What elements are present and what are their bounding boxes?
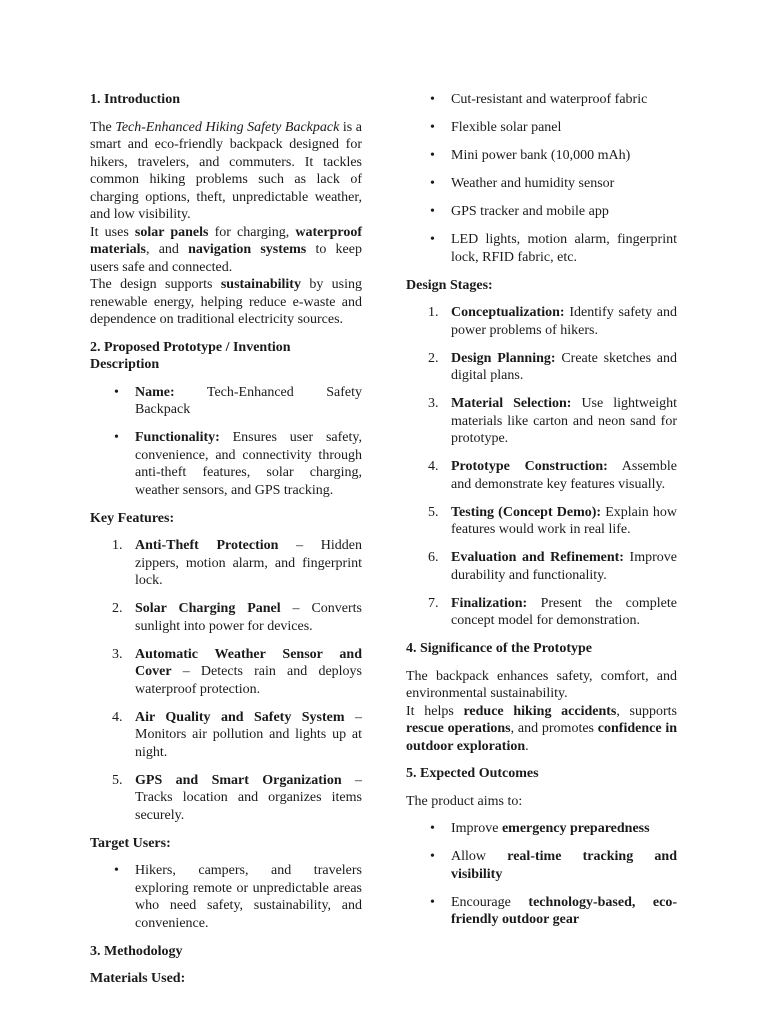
- list-item: 2. Design Planning: Create sketches and digital plans.: [428, 350, 677, 383]
- list-item: 6. Evaluation and Refinement: Improve durability and functionality.: [428, 550, 677, 583]
- list-item: 5. Testing (Concept Demo): Explain how features would work in real life.: [428, 504, 677, 537]
- section-heading-methodology: 3. Methodology: [90, 943, 183, 959]
- list-item: 4. Air Quality and Safety System – Monitors air pollution and lights up at night.: [112, 709, 363, 760]
- list-item: • Cut-resistant and waterproof fabric: [406, 91, 677, 109]
- section-heading-introduction: 1. Introduction: [90, 92, 180, 107]
- list-item: 4. Prototype Construction: Assemble and demonstrate key features visually.: [428, 459, 677, 492]
- list-item: • Hikers, campers, and travelers exploring remote or unpredictable areas who need safety, sustainability, and convenience.: [90, 862, 362, 932]
- list-item: 3. Material Selection: Use lightweight materials like carton and neon sand for prototype.: [428, 396, 677, 446]
- list-item: 1. Anti-Theft Protection – Hidden zippers, motion alarm, and fingerprint lock.: [112, 538, 362, 588]
- list-item: • GPS tracker and mobile app: [406, 203, 677, 221]
- section-heading-outcomes: 5. Expected Outcomes: [406, 766, 539, 781]
- list-item: 7. Finalization: Present the complete concept model for demonstration.: [428, 595, 677, 628]
- subheading-key-features: Key Features:: [90, 510, 175, 526]
- subheading-design-stages: Design Stages:: [406, 277, 493, 293]
- list-item: 2. Solar Charging Panel – Converts sunlight into power for devices.: [112, 601, 362, 634]
- key-features-list: [90, 537, 362, 824]
- right-column: [406, 91, 677, 939]
- section-heading-significance: 4. Significance of the Prototype: [406, 641, 592, 656]
- subheading-target-users: Target Users:: [90, 835, 171, 851]
- intro-paragraph: The Tech-Enhanced Hiking Safety Backpack is a smart and eco-friendly backpack designed for hikers, travelers, and commuters. It tackles common hiking problems such as lack of charging options, theft, unpredictable weather, and low visibility. It uses solar panels for charging, waterproof materials, and navigation systems to keep users safe and connected. The design supports sustainability by using renewable energy, helping reduce e-waste and dependence on traditional electricity sources.: [90, 119, 363, 327]
- materials-list: [406, 91, 677, 266]
- list-item: • Weather and humidity sensor: [406, 175, 677, 193]
- outcomes-list: [406, 820, 677, 929]
- list-item: • LED lights, motion alarm, fingerprint lock, RFID fabric, etc.: [406, 231, 677, 266]
- list-item: 1. Conceptualization: Identify safety and power problems of hikers.: [428, 305, 677, 338]
- list-item: • Mini power bank (10,000 mAh): [406, 147, 677, 165]
- section-heading-prototype: 2. Proposed Prototype / Invention Description: [90, 339, 291, 372]
- list-item: • Name: Tech-Enhanced Safety Backpack: [90, 384, 362, 419]
- subheading-materials-used: Materials Used:: [90, 971, 186, 986]
- target-users-list: [90, 862, 362, 932]
- list-item: 3. Automatic Weather Sensor and Cover – Detects rain and deploys waterproof protection.: [112, 646, 362, 697]
- significance-paragraph: The backpack enhances safety, comfort, and environmental sustainability. It helps reduce hiking accidents, supports rescue operations, and promotes confidence in outdoor exploration.: [406, 668, 677, 754]
- list-item: • Encourage technology-based, eco-friendly outdoor gear: [406, 894, 677, 929]
- list-item: • Improve emergency preparedness: [406, 820, 677, 838]
- outcomes-intro: The product aims to:: [406, 793, 523, 809]
- list-item: • Allow real-time tracking and visibility: [406, 848, 677, 883]
- list-item: • Flexible solar panel: [406, 119, 677, 137]
- prototype-list: [90, 384, 362, 500]
- list-item: 5. GPS and Smart Organization – Tracks location and organizes items securely.: [112, 772, 362, 823]
- left-column: [90, 91, 362, 998]
- list-item: • Functionality: Ensures user safety, convenience, and connectivity through anti-theft features, solar charging, weather sensors, and GPS tracking.: [90, 429, 362, 499]
- design-stages-list: [406, 304, 677, 630]
